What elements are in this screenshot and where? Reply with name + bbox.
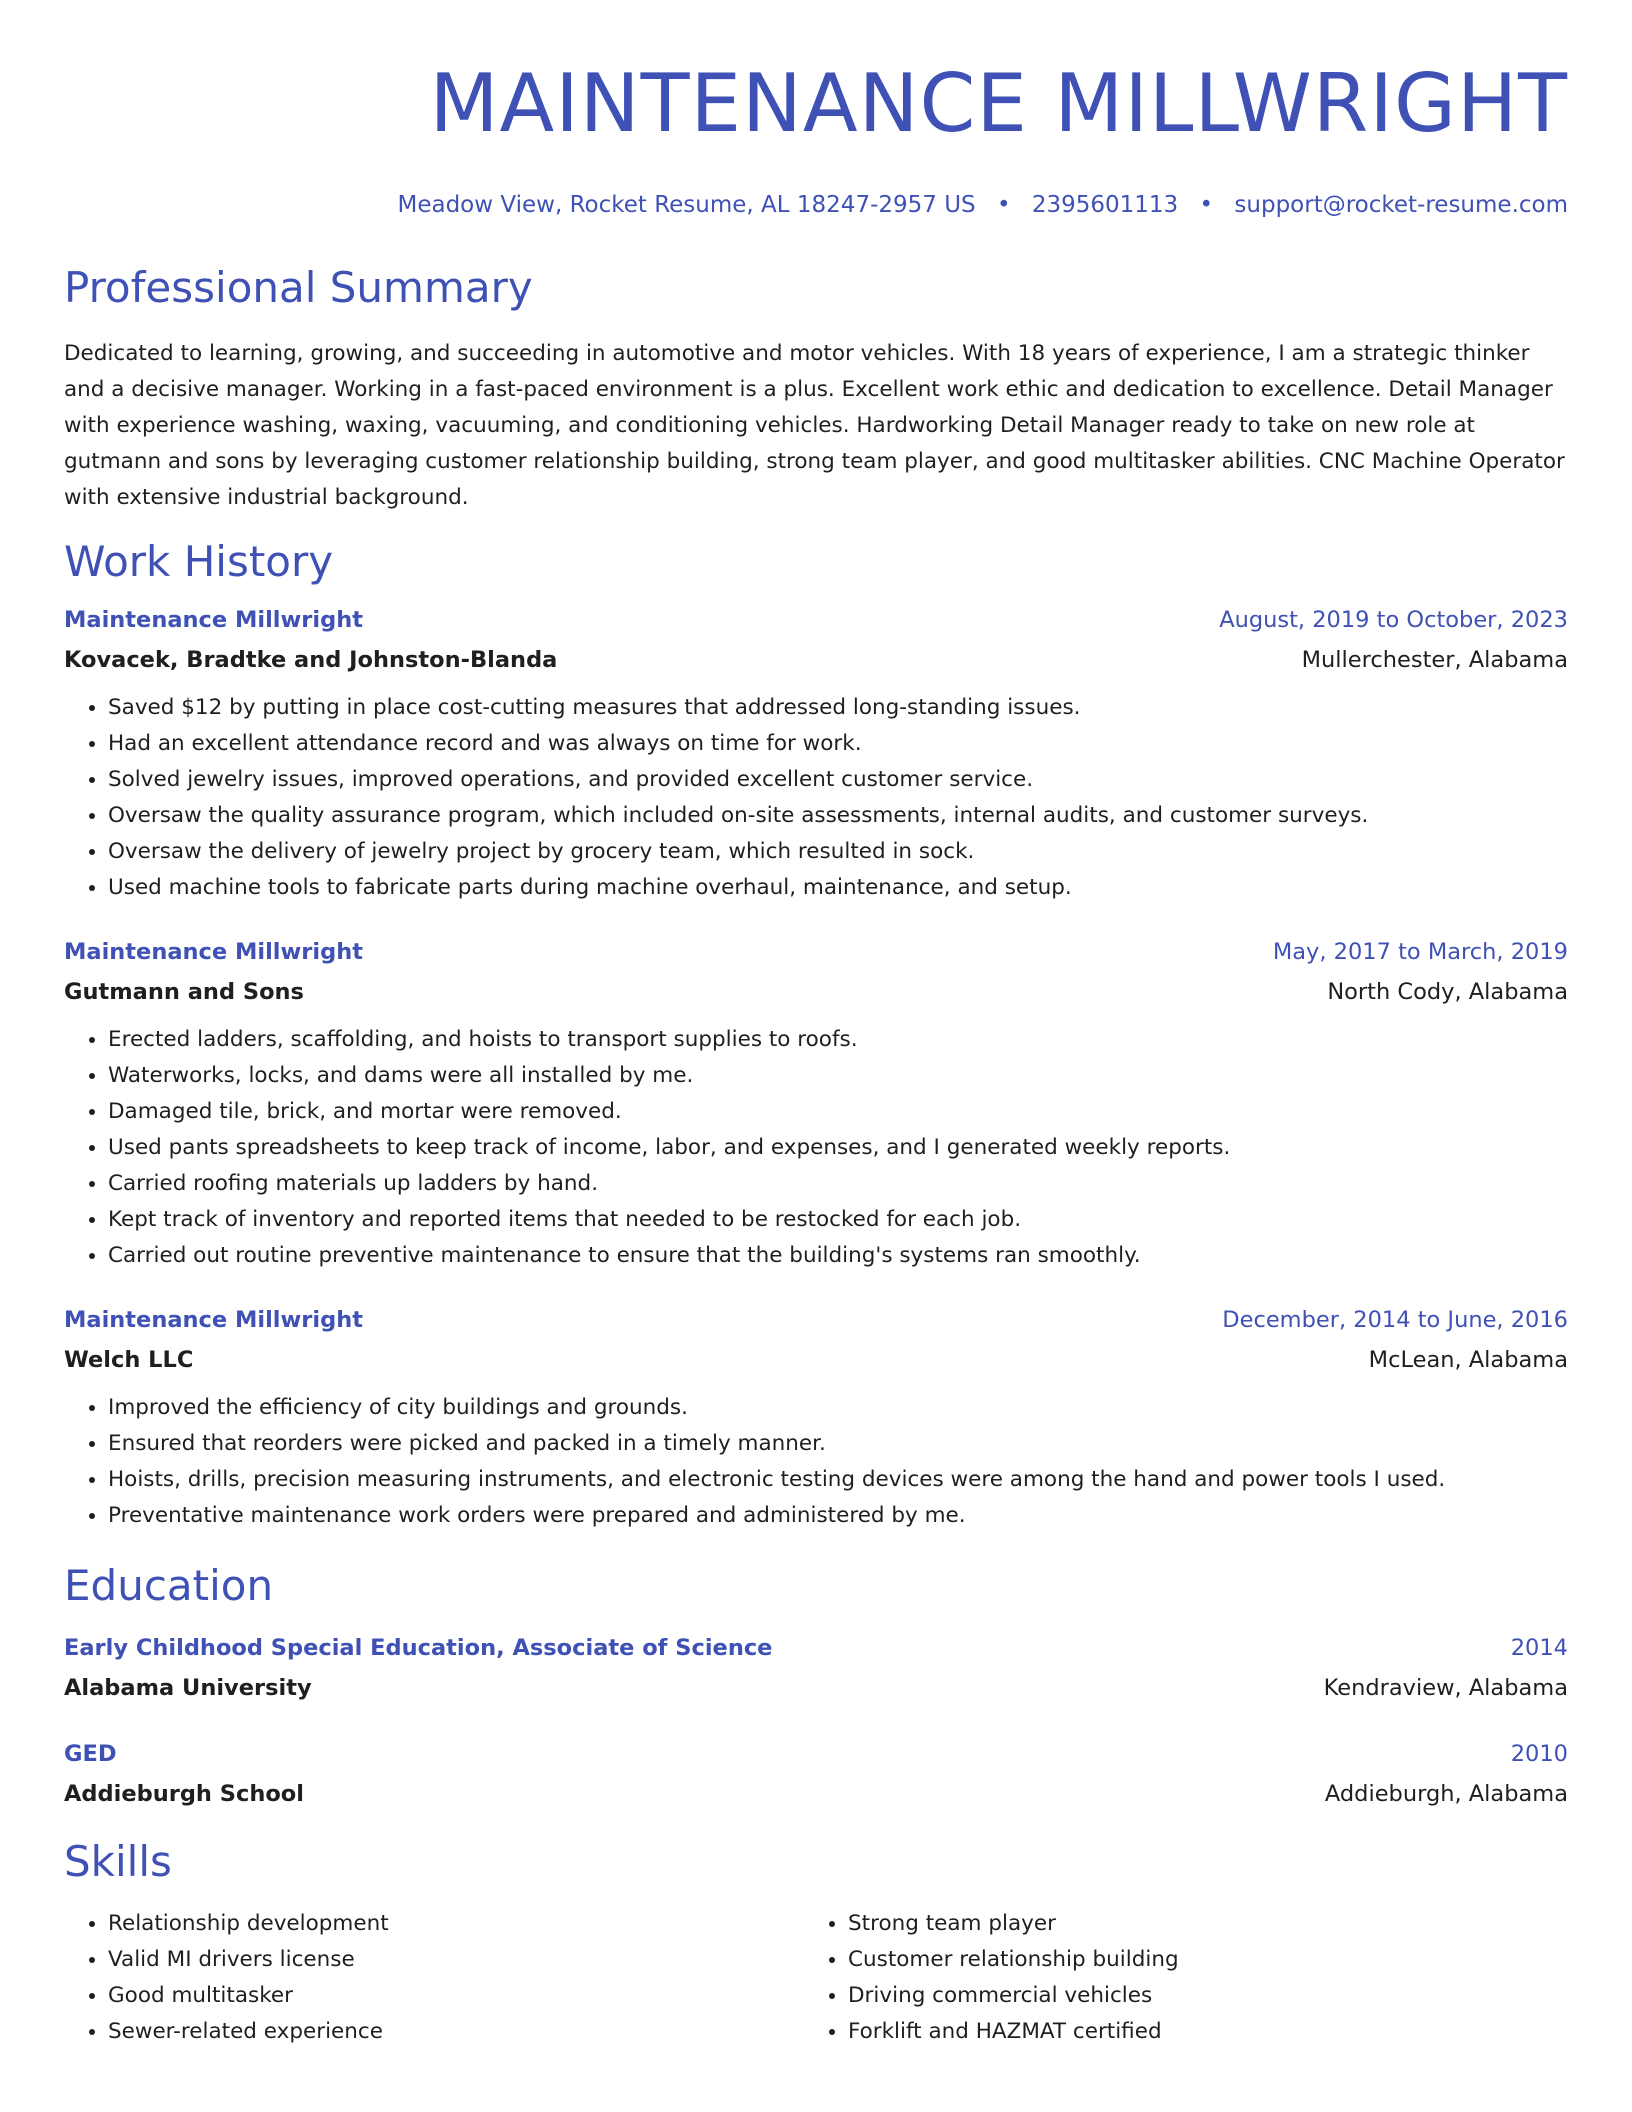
education-degree: GED — [64, 1741, 117, 1767]
job-bullet: • Carried roofing materials up ladders by hand. — [108, 1166, 1568, 1202]
skill-item: • Driving commercial vehicles — [848, 1978, 1544, 2014]
job-entry — [64, 604, 1568, 906]
job-bullet: • Damaged tile, brick, and mortar were removed. — [108, 1094, 1568, 1130]
summary-heading: Professional Summary — [64, 263, 533, 312]
job-title: Maintenance Millwright — [64, 939, 363, 965]
education-year: 2010 — [1510, 1741, 1568, 1767]
job-bullet: • Kept track of inventory and reported items that needed to be restocked for each job. — [108, 1202, 1568, 1238]
education-year: 2014 — [1510, 1635, 1568, 1661]
skill-item: • Good multitasker — [108, 1978, 804, 2014]
work-history-heading: Work History — [64, 537, 334, 586]
skills-list — [804, 1906, 1544, 2050]
job-bullet: • Had an excellent attendance record and was always on time for work. — [108, 726, 1568, 762]
skills-column-left — [64, 1906, 804, 2050]
skill-item: • Relationship development — [108, 1906, 804, 1942]
job-entry — [64, 1304, 1568, 1534]
job-bullet: • Carried out routine preventive maintenance to ensure that the building's systems ran smoothly. — [108, 1238, 1568, 1274]
skills-column-right — [804, 1906, 1544, 2050]
job-company: Welch LLC — [64, 1347, 194, 1373]
education-degree: Early Childhood Special Education, Associate of Science — [64, 1635, 773, 1661]
job-bullet: • Oversaw the delivery of jewelry project by grocery team, which resulted in sock. — [108, 834, 1568, 870]
skill-item: • Forklift and HAZMAT certified — [848, 2014, 1544, 2050]
job-bullet: • Erected ladders, scaffolding, and hoists to transport supplies to roofs. — [108, 1022, 1568, 1058]
job-bullet: • Oversaw the quality assurance program, which included on-site assessments, internal audits, and customer surveys. — [108, 798, 1568, 834]
job-bullet-list — [64, 690, 1568, 906]
education-location: Addieburgh, Alabama — [1324, 1781, 1568, 1807]
job-location: Mullerchester, Alabama — [1301, 647, 1568, 673]
job-location: McLean, Alabama — [1368, 1347, 1568, 1373]
job-bullet: • Waterworks, locks, and dams were all installed by me. — [108, 1058, 1568, 1094]
contact-separator: • — [1199, 192, 1214, 218]
education-location: Kendraview, Alabama — [1323, 1675, 1568, 1701]
job-bullet: • Saved $12 by putting in place cost-cutting measures that addressed long-standing issues. — [108, 690, 1568, 726]
contact-address: Meadow View, Rocket Resume, AL 18247-2957 US — [397, 192, 976, 218]
summary-text: Dedicated to learning, growing, and succeeding in automotive and motor vehicles. With 18 years of experience, I am a strategic thinker and a decisive manager. Working in a fast-paced environment is a plus. Excellent work ethic and dedication to excellence. Detail Manager with experience washing, waxing, vacuuming, and conditioning vehicles. Hardworking Detail Manager ready to take on new role at gutmann and sons by leveraging customer relationship building, strong team player, and good multitasker abilities. CNC Machine Operator with extensive industrial background. — [64, 341, 1565, 510]
job-bullet: • Ensured that reorders were picked and packed in a timely manner. — [108, 1426, 1568, 1462]
job-title: Maintenance Millwright — [64, 607, 363, 633]
skill-item: • Customer relationship building — [848, 1942, 1544, 1978]
job-bullet-list — [64, 1022, 1568, 1274]
education-school: Addieburgh School — [64, 1781, 304, 1807]
skills-heading: Skills — [64, 1837, 172, 1886]
job-bullet: • Used machine tools to fabricate parts during machine overhaul, maintenance, and setup. — [108, 870, 1568, 906]
job-bullet: • Solved jewelry issues, improved operations, and provided excellent customer service. — [108, 762, 1568, 798]
job-title: Maintenance Millwright — [64, 1307, 363, 1333]
skill-item: • Sewer-related experience — [108, 2014, 804, 2050]
job-dates: May, 2017 to March, 2019 — [1272, 939, 1568, 965]
education-entry — [64, 1632, 1568, 1704]
education-heading: Education — [64, 1561, 274, 1610]
job-entry — [64, 936, 1568, 1274]
contact-phone: 2395601113 — [1031, 192, 1179, 218]
skills-list — [64, 1906, 804, 2050]
contact-line — [64, 190, 1568, 220]
education-entry — [64, 1738, 1568, 1810]
education-school: Alabama University — [64, 1675, 312, 1701]
skill-item: • Valid MI drivers license — [108, 1942, 804, 1978]
job-company: Gutmann and Sons — [64, 979, 304, 1005]
job-bullet: • Hoists, drills, precision measuring instruments, and electronic testing devices were among the hand and power tools I used. — [108, 1462, 1568, 1498]
skills-columns — [64, 1906, 1568, 2050]
job-bullet: • Preventative maintenance work orders were prepared and administered by me. — [108, 1498, 1568, 1534]
skill-item: • Strong team player — [848, 1906, 1544, 1942]
job-bullet-list — [64, 1390, 1568, 1534]
job-location: North Cody, Alabama — [1327, 979, 1568, 1005]
contact-separator: • — [996, 192, 1011, 218]
job-bullet: • Improved the efficiency of city buildings and grounds. — [108, 1390, 1568, 1426]
job-bullet: • Used pants spreadsheets to keep track of income, labor, and expenses, and I generated weekly reports. — [108, 1130, 1568, 1166]
job-dates: August, 2019 to October, 2023 — [1219, 607, 1568, 633]
candidate-name: MAINTENANCE MILLWRIGHT — [429, 57, 1568, 150]
job-dates: December, 2014 to June, 2016 — [1222, 1307, 1568, 1333]
job-company: Kovacek, Bradtke and Johnston-Blanda — [64, 647, 558, 673]
contact-email: support@rocket-resume.com — [1234, 192, 1568, 218]
